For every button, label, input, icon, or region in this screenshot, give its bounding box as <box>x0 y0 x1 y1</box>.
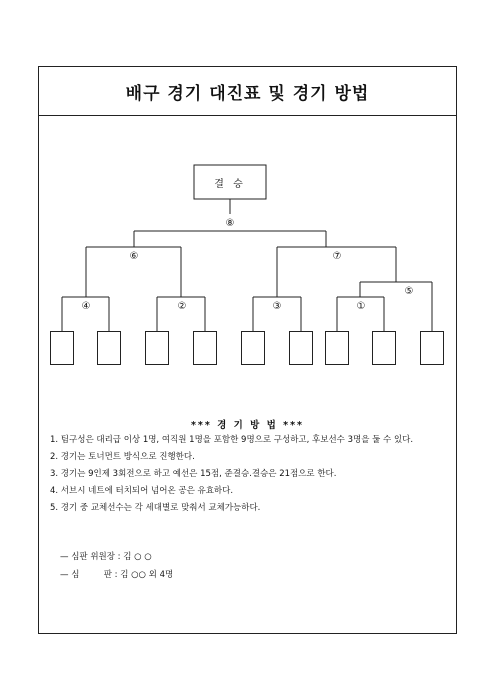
match-number-1: ① <box>356 301 366 312</box>
team-slot-5 <box>241 331 265 365</box>
team-slot-4 <box>193 331 217 365</box>
team-slot-9 <box>420 331 444 365</box>
team-slot-3 <box>145 331 169 365</box>
rule-item: 3. 경기는 9인제 3회전으로 하고 예선은 15점, 준결승.결승은 21점으로 한다. <box>50 469 337 479</box>
rule-item: 4. 서브시 네트에 터치되어 넘어온 공은 유효하다. <box>50 486 234 496</box>
team-slot-1 <box>50 331 74 365</box>
match-number-3: ③ <box>272 301 282 312</box>
match-number-4: ④ <box>81 301 91 312</box>
match-number-8: ⑧ <box>225 218 235 229</box>
rule-item: 2. 경기는 토너먼트 방식으로 진행한다. <box>50 452 195 462</box>
officials <box>60 553 173 589</box>
final-label: 결 승 <box>214 178 246 190</box>
team-slot-7 <box>325 331 349 365</box>
head-referee-line: — 심판 위원장 : 김 ○ ○ <box>60 552 152 562</box>
rules-list <box>50 436 413 521</box>
team-slot-2 <box>97 331 121 365</box>
match-number-2: ② <box>177 301 187 312</box>
rule-item: 5. 경기 중 교체선수는 각 세대별로 맞춰서 교체가능하다. <box>50 503 261 513</box>
match-number-5: ⑤ <box>404 286 414 297</box>
rule-item: 1. 팀구성은 대리급 이상 1명, 여직원 1명을 포함한 9명으로 구성하고, 후보선수 3명을 둘 수 있다. <box>50 435 414 445</box>
team-slot-8 <box>372 331 396 365</box>
referees-line: — 심 판 : 김 ○○ 외 4명 <box>60 570 174 580</box>
method-heading: *** 경 기 방 법 *** <box>190 420 305 431</box>
team-slot-6 <box>289 331 313 365</box>
connector-match-5 <box>360 282 432 331</box>
document-title: 배구 경기 대진표 및 경기 방법 <box>125 83 370 104</box>
match-number-6: ⑥ <box>129 251 139 262</box>
match-number-7: ⑦ <box>332 251 342 262</box>
